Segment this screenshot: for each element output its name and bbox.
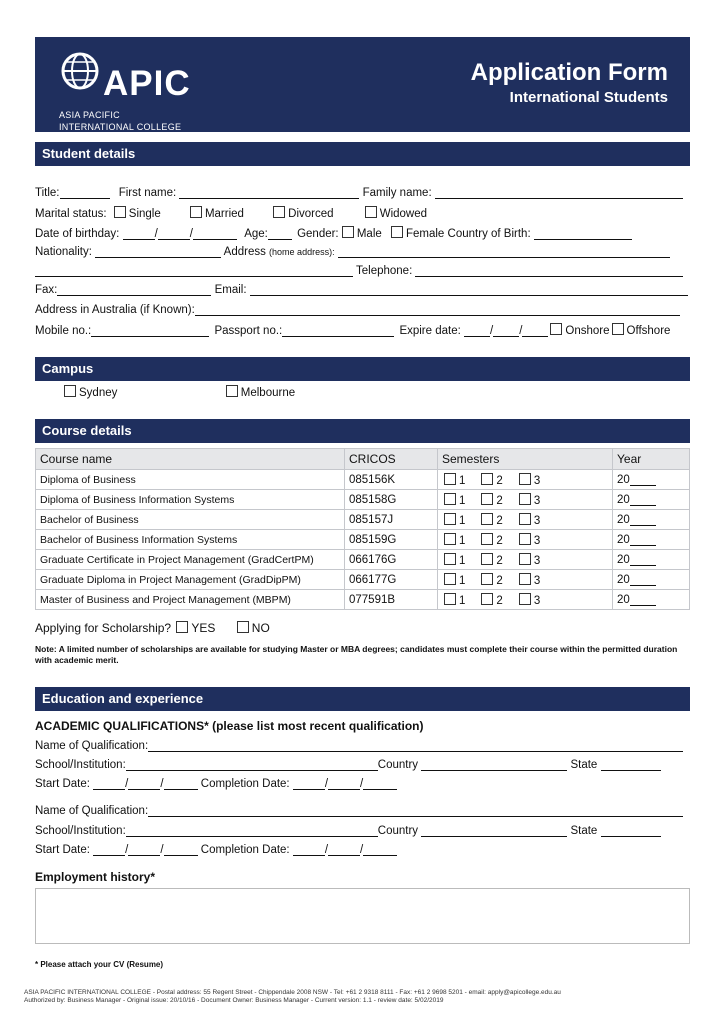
year-cell bbox=[613, 550, 690, 570]
qual-2-completion-day[interactable] bbox=[293, 843, 325, 856]
name-row bbox=[35, 186, 690, 202]
course-name-cell: Bachelor of Business Information Systems bbox=[36, 530, 345, 550]
first-name-field[interactable] bbox=[179, 186, 359, 199]
qual-1-name-field[interactable] bbox=[148, 739, 683, 752]
passport-label: Passport no.: bbox=[214, 325, 283, 337]
semester-1-label: 1 bbox=[459, 474, 466, 487]
semester-3-label: 3 bbox=[533, 594, 541, 607]
divorced-label: Divorced bbox=[288, 208, 334, 220]
semester-1-checkbox[interactable] bbox=[444, 513, 456, 525]
semesters-cell bbox=[438, 490, 613, 510]
dob-month-field[interactable] bbox=[158, 227, 190, 240]
single-checkbox[interactable] bbox=[114, 206, 126, 218]
semester-2-checkbox[interactable] bbox=[481, 473, 493, 485]
logo-subtitle-1: ASIA PACIFIC bbox=[59, 110, 120, 120]
course-row bbox=[36, 510, 690, 530]
semester-2-label: 2 bbox=[496, 514, 503, 527]
semester-2-checkbox[interactable] bbox=[481, 513, 493, 525]
qual-2-start-year[interactable] bbox=[164, 843, 198, 856]
expire-year-field[interactable] bbox=[522, 324, 548, 337]
mobile-row: Mobile no.: Passport no.: Expire date: / / Onshore Offshore bbox=[35, 325, 671, 337]
qual-2-completion-month[interactable] bbox=[328, 843, 360, 856]
employment-heading: Employment history* bbox=[35, 870, 156, 884]
qual-1-start-year[interactable] bbox=[164, 777, 198, 790]
year-prefix: 20 bbox=[617, 474, 630, 486]
semester-3-label: 3 bbox=[533, 474, 541, 487]
gender-label: Gender: bbox=[297, 228, 339, 240]
qual-1-dates-row: Start Date: / / Completion Date: / / bbox=[35, 777, 690, 793]
semester-1-label: 1 bbox=[459, 534, 466, 547]
semester-1-label: 1 bbox=[459, 574, 466, 587]
fax-row bbox=[35, 283, 690, 299]
widowed-checkbox[interactable] bbox=[365, 206, 377, 218]
mobile-label: Mobile no.: bbox=[35, 325, 92, 337]
form-header bbox=[35, 37, 690, 132]
age-field[interactable] bbox=[268, 227, 292, 240]
semester-1-checkbox[interactable] bbox=[444, 533, 456, 545]
qual-1-school-row bbox=[35, 758, 690, 774]
title-field[interactable] bbox=[60, 186, 110, 199]
email-label: Email: bbox=[214, 284, 247, 296]
section-campus: Campus bbox=[35, 357, 690, 381]
footer-line-1: ASIA PACIFIC INTERNATIONAL COLLEGE - Postal address: 55 Regent Street - Chippendale 2008 NSW - Tel: +61 2 9318 8111 - Fax: +61 2 9698 5201 - email: apply@apicollege.edu.au bbox=[24, 989, 561, 996]
semester-3-label: 3 bbox=[533, 574, 541, 587]
dob-year-field[interactable] bbox=[193, 227, 237, 240]
semester-1-label: 1 bbox=[459, 494, 466, 507]
semester-3-checkbox[interactable] bbox=[519, 593, 531, 605]
year-prefix: 20 bbox=[617, 534, 630, 546]
dob-day-field[interactable] bbox=[123, 227, 155, 240]
semester-3-checkbox[interactable] bbox=[519, 473, 531, 485]
telephone-row bbox=[35, 264, 690, 280]
year-prefix: 20 bbox=[617, 554, 630, 566]
year-field[interactable] bbox=[630, 513, 656, 526]
qual-1-start-label: Start Date: bbox=[35, 778, 90, 790]
semester-1-checkbox[interactable] bbox=[444, 493, 456, 505]
email-field[interactable] bbox=[250, 283, 688, 296]
qual-2-name-row bbox=[35, 804, 690, 820]
cricos-cell: 085156K bbox=[345, 470, 438, 490]
qual-2-state-field[interactable] bbox=[601, 824, 661, 837]
qual-2-completion-label: Completion Date: bbox=[200, 844, 290, 856]
qual-1-state-field[interactable] bbox=[601, 758, 661, 771]
semester-2-label: 2 bbox=[496, 594, 503, 607]
fax-field[interactable] bbox=[57, 283, 211, 296]
course-row bbox=[36, 530, 690, 550]
family-name-label: Family name: bbox=[362, 187, 432, 199]
year-field[interactable] bbox=[630, 593, 656, 606]
qual-1-completion-month[interactable] bbox=[328, 777, 360, 790]
course-name-cell: Master of Business and Project Management (MBPM) bbox=[36, 590, 345, 610]
year-field[interactable] bbox=[630, 473, 656, 486]
qual-1-school-label: School/Institution: bbox=[35, 759, 126, 771]
address-au-label: Address in Australia (if Known): bbox=[35, 304, 195, 316]
semester-3-checkbox[interactable] bbox=[519, 513, 531, 525]
qual-2-school-field[interactable] bbox=[126, 824, 378, 837]
dob-label: Date of birthday: bbox=[35, 228, 120, 240]
country-birth-label: Country of Birth: bbox=[447, 228, 531, 240]
dob-row: Date of birthday: / / Age: Gender: Male Female Country of Birth: bbox=[35, 226, 690, 242]
passport-field[interactable] bbox=[282, 324, 394, 337]
logo-wordmark: APIC bbox=[103, 64, 191, 103]
qual-2-country-field[interactable] bbox=[421, 824, 567, 837]
male-checkbox[interactable] bbox=[342, 226, 354, 238]
qual-1-start-month[interactable] bbox=[128, 777, 160, 790]
year-field[interactable] bbox=[630, 533, 656, 546]
year-cell bbox=[613, 490, 690, 510]
course-name-cell: Graduate Diploma in Project Management (GradDipPM) bbox=[36, 570, 345, 590]
married-label: Married bbox=[204, 208, 244, 220]
footer bbox=[24, 989, 704, 1005]
year-prefix: 20 bbox=[617, 494, 630, 506]
semester-1-checkbox[interactable] bbox=[444, 553, 456, 565]
address-hint: (home address): bbox=[269, 247, 335, 257]
semester-1-label: 1 bbox=[459, 554, 466, 567]
sydney-checkbox[interactable] bbox=[64, 385, 76, 397]
semester-2-label: 2 bbox=[496, 554, 503, 567]
semester-3-label: 3 bbox=[533, 494, 541, 507]
cricos-cell: 085157J bbox=[345, 510, 438, 530]
course-name-cell: Diploma of Business bbox=[36, 470, 345, 490]
semester-2-checkbox[interactable] bbox=[481, 553, 493, 565]
scholarship-row bbox=[35, 621, 690, 637]
qual-1-completion-day[interactable] bbox=[293, 777, 325, 790]
course-row bbox=[36, 490, 690, 510]
year-cell bbox=[613, 470, 690, 490]
col-course-name: Course name bbox=[36, 449, 345, 470]
semesters-cell bbox=[438, 570, 613, 590]
onshore-label: Onshore bbox=[565, 325, 610, 337]
semester-2-checkbox[interactable] bbox=[481, 493, 493, 505]
semesters-cell bbox=[438, 470, 613, 490]
semester-2-checkbox[interactable] bbox=[481, 573, 493, 585]
qual-2-completion-year[interactable] bbox=[363, 843, 397, 856]
semester-2-label: 2 bbox=[496, 574, 503, 587]
family-name-field[interactable] bbox=[435, 186, 683, 199]
qual-2-name-field[interactable] bbox=[148, 804, 683, 817]
address-au-row bbox=[35, 303, 690, 319]
qual-1-name-label: Name of Qualification: bbox=[35, 740, 149, 752]
expire-day-field[interactable] bbox=[464, 324, 490, 337]
form-title: Application Form bbox=[470, 59, 668, 86]
nationality-row bbox=[35, 245, 690, 261]
campus-row bbox=[64, 385, 719, 401]
year-prefix: 20 bbox=[617, 514, 630, 526]
title-label: Title: bbox=[35, 187, 60, 199]
course-row bbox=[36, 590, 690, 610]
married-checkbox[interactable] bbox=[190, 206, 202, 218]
year-field[interactable] bbox=[630, 553, 656, 566]
year-cell bbox=[613, 510, 690, 530]
female-checkbox[interactable] bbox=[391, 226, 403, 238]
male-label: Male bbox=[356, 228, 382, 240]
qual-2-dates-row: Start Date: / / Completion Date: / / bbox=[35, 843, 690, 859]
year-prefix: 20 bbox=[617, 594, 630, 606]
semester-1-checkbox[interactable] bbox=[444, 573, 456, 585]
melbourne-label: Melbourne bbox=[240, 387, 296, 399]
course-row bbox=[36, 570, 690, 590]
qual-2-name-label: Name of Qualification: bbox=[35, 805, 149, 817]
semester-2-label: 2 bbox=[496, 474, 503, 487]
melbourne-checkbox[interactable] bbox=[226, 385, 238, 397]
course-table-header bbox=[36, 449, 690, 470]
semester-1-checkbox[interactable] bbox=[444, 473, 456, 485]
semesters-cell bbox=[438, 590, 613, 610]
scholarship-no-label: NO bbox=[251, 621, 270, 635]
semesters-cell bbox=[438, 510, 613, 530]
year-cell bbox=[613, 570, 690, 590]
section-education: Education and experience bbox=[35, 687, 690, 711]
col-year: Year bbox=[613, 449, 690, 470]
qual-2-start-label: Start Date: bbox=[35, 844, 90, 856]
year-cell bbox=[613, 530, 690, 550]
year-field[interactable] bbox=[630, 573, 656, 586]
onshore-checkbox[interactable] bbox=[550, 323, 562, 335]
widowed-label: Widowed bbox=[379, 208, 428, 220]
course-table bbox=[35, 448, 690, 610]
scholarship-note: Note: A limited number of scholarships are available for studying Master or MBA degrees; candidates must complete their course within the permitted duration with academic merit. bbox=[35, 644, 678, 665]
cricos-cell: 066176G bbox=[345, 550, 438, 570]
qual-2-school-row bbox=[35, 824, 690, 840]
address-au-field[interactable] bbox=[195, 303, 680, 316]
course-row bbox=[36, 550, 690, 570]
form-subtitle: International Students bbox=[509, 89, 668, 106]
globe-icon bbox=[59, 50, 101, 92]
qual-1-school-field[interactable] bbox=[126, 758, 378, 771]
qual-2-start-day[interactable] bbox=[93, 843, 125, 856]
employment-history-box[interactable] bbox=[35, 888, 690, 944]
cricos-cell: 077591B bbox=[345, 590, 438, 610]
semester-2-label: 2 bbox=[496, 494, 503, 507]
col-cricos: CRICOS bbox=[345, 449, 438, 470]
semester-2-checkbox[interactable] bbox=[481, 533, 493, 545]
semester-2-label: 2 bbox=[496, 534, 503, 547]
semester-3-checkbox[interactable] bbox=[519, 493, 531, 505]
section-course-details: Course details bbox=[35, 419, 690, 443]
qual-1-completion-year[interactable] bbox=[363, 777, 397, 790]
qual-1-country-field[interactable] bbox=[421, 758, 567, 771]
cv-note: * Please attach your CV (Resume) bbox=[35, 960, 164, 969]
divorced-checkbox[interactable] bbox=[273, 206, 285, 218]
semester-3-checkbox[interactable] bbox=[519, 533, 531, 545]
address-field[interactable] bbox=[338, 245, 670, 258]
semesters-cell bbox=[438, 550, 613, 570]
address-label: Address bbox=[223, 246, 266, 258]
semester-3-checkbox[interactable] bbox=[519, 553, 531, 565]
country-birth-field[interactable] bbox=[534, 227, 632, 240]
qual-2-start-month[interactable] bbox=[128, 843, 160, 856]
offshore-label: Offshore bbox=[626, 325, 671, 337]
expire-label: Expire date: bbox=[399, 325, 461, 337]
sydney-label: Sydney bbox=[79, 387, 118, 399]
qual-1-name-row bbox=[35, 739, 690, 755]
qual-1-completion-label: Completion Date: bbox=[200, 778, 290, 790]
cricos-cell: 085159G bbox=[345, 530, 438, 550]
semester-3-checkbox[interactable] bbox=[519, 573, 531, 585]
marital-row bbox=[35, 206, 690, 222]
semester-1-checkbox[interactable] bbox=[444, 593, 456, 605]
course-name-cell: Graduate Certificate in Project Management (GradCertPM) bbox=[36, 550, 345, 570]
single-label: Single bbox=[128, 208, 161, 220]
marital-label: Marital status: bbox=[35, 208, 107, 220]
telephone-label: Telephone: bbox=[356, 265, 413, 277]
fax-label: Fax: bbox=[35, 284, 58, 296]
academic-heading: ACADEMIC QUALIFICATIONS* (please list most recent qualification) bbox=[35, 719, 424, 733]
scholarship-yes-label: YES bbox=[191, 621, 216, 635]
qual-2-country-label: Country bbox=[377, 825, 419, 837]
course-table-body bbox=[36, 470, 690, 610]
address-field-2[interactable] bbox=[35, 264, 353, 277]
age-label: Age: bbox=[244, 228, 268, 240]
nationality-field[interactable] bbox=[95, 245, 221, 258]
semester-3-label: 3 bbox=[533, 554, 541, 567]
year-cell bbox=[613, 590, 690, 610]
scholarship-no-checkbox[interactable] bbox=[237, 621, 249, 633]
semester-3-label: 3 bbox=[533, 514, 541, 527]
cricos-cell: 085158G bbox=[345, 490, 438, 510]
year-field[interactable] bbox=[630, 493, 656, 506]
logo-subtitle-2: INTERNATIONAL COLLEGE bbox=[59, 122, 182, 132]
qual-1-state-label: State bbox=[570, 759, 598, 771]
year-prefix: 20 bbox=[617, 574, 630, 586]
qual-1-country-label: Country bbox=[377, 759, 419, 771]
section-student-details: Student details bbox=[35, 142, 690, 166]
footer-line-2: Authorized by: Business Manager - Original issue: 20/10/16 - Document Owner: Business Manager - Current version: 1.1 - review date: 5/02/2019 bbox=[24, 997, 444, 1004]
qual-2-school-label: School/Institution: bbox=[35, 825, 126, 837]
course-name-cell: Bachelor of Business bbox=[36, 510, 345, 530]
semester-2-checkbox[interactable] bbox=[481, 593, 493, 605]
scholarship-yes-checkbox[interactable] bbox=[176, 621, 188, 633]
semester-3-label: 3 bbox=[533, 534, 541, 547]
expire-month-field[interactable] bbox=[493, 324, 519, 337]
offshore-checkbox[interactable] bbox=[612, 323, 624, 335]
semesters-cell bbox=[438, 530, 613, 550]
first-name-label: First name: bbox=[118, 187, 177, 199]
telephone-field[interactable] bbox=[415, 264, 683, 277]
scholarship-question: Applying for Scholarship? bbox=[35, 621, 172, 635]
col-semesters: Semesters bbox=[438, 449, 613, 470]
course-row bbox=[36, 470, 690, 490]
female-label: Female bbox=[405, 228, 445, 240]
mobile-field[interactable] bbox=[91, 324, 209, 337]
nationality-label: Nationality: bbox=[35, 246, 92, 258]
cricos-cell: 066177G bbox=[345, 570, 438, 590]
qual-1-start-day[interactable] bbox=[93, 777, 125, 790]
semester-1-label: 1 bbox=[459, 514, 466, 527]
course-name-cell: Diploma of Business Information Systems bbox=[36, 490, 345, 510]
semester-1-label: 1 bbox=[459, 594, 466, 607]
qual-2-state-label: State bbox=[570, 825, 598, 837]
